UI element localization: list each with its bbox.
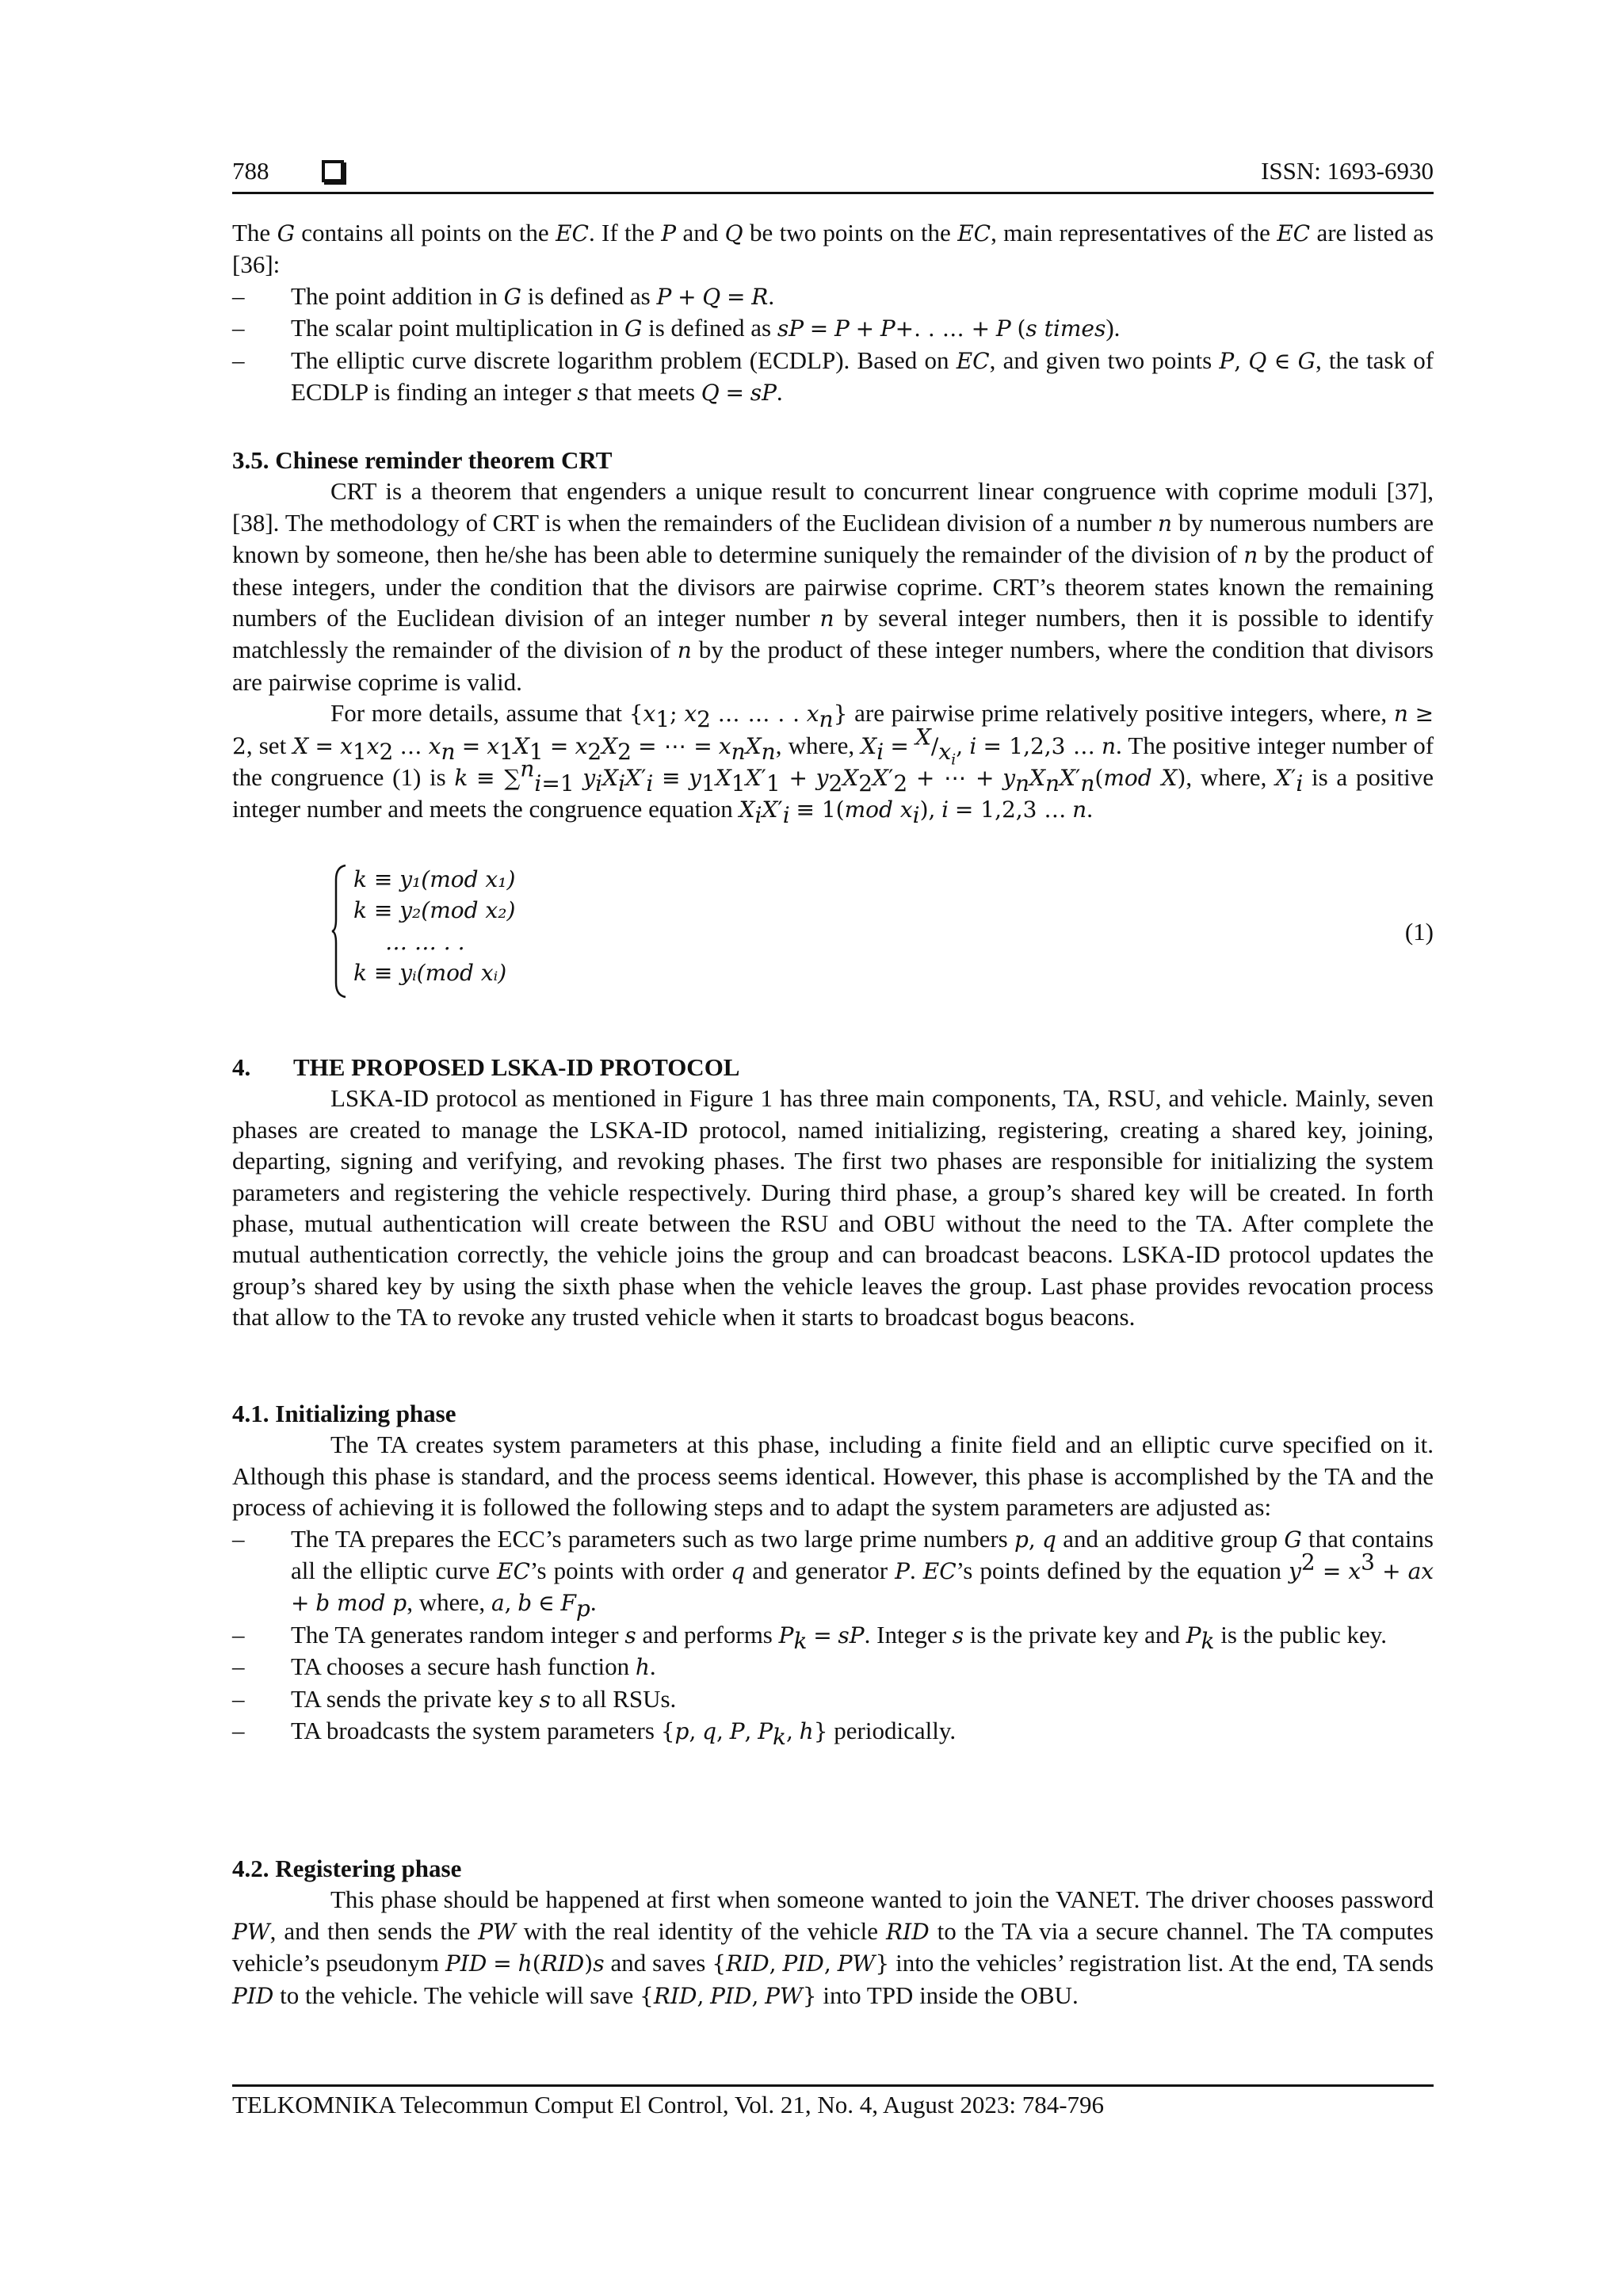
- crt-paragraph-1: CRT is a theorem that engenders a unique result to concurrent linear congruence with coprime moduli [37], [38]. The methodology of CRT is when the remainders of the Euclidean division of a number n by numerous numbers are known by someone, then he/she has been able to determine suniquely the remainder of the division of n by the product of these integers, under the condition that the divisors are pairwise coprime. CRT’s theorem states known the remaining numbers of the Euclidean division of an integer number n by several integer numbers, then it is possible to identify matchlessly the remainder of the division of n by the product of these integer numbers, where the condition that divisors are pairwise coprime is valid.: [232, 477, 1434, 696]
- equation-lines: [353, 864, 515, 989]
- crt-paragraph-2: For more details, assume that {$x_1$; $x_2$ … … . . $x_n$} are pairwise prime relatively positive integers, where, n ≥ 2, set $X = x_1x_2$ … $x_n = x_1X_1 = x_2X_2$ = ⋯ = $x_nX_n$, where, $X_i = ^X/_{x_i}$, i = 1,2,3 … n. The positive integer number of the congruence (1) is k ≡ ∑$^n_{i=1}$ $y_iX_iX'_i \equiv y_1X_1X'_1 + y_2X_2X'_2$ + ⋯ + $y_nX_nX'_n(mod$ X), where, $X'_i$ is a positive integer number and meets the congruence equation $X_iX'_i \equiv 1(mod$ $x_i$), i = 1,2,3 … n.: [232, 699, 1434, 829]
- equation-1: [331, 864, 743, 1007]
- initializing-paragraph: The TA creates system parameters at this phase, including a finite field and an elliptic curve specified on it. Although this phase is standard, and the process seems identical. However, this phase is accomplished by the TA and the process of achieving it is followed the following steps and to adapt the system parameters are adjusted as:: [232, 1431, 1434, 1522]
- list-item: – The TA generates random integer s and performs $P_k$ = sP. Integer s is the private key and $P_k$ is the public key.: [232, 1619, 1434, 1651]
- section-heading: 3.5. Chinese reminder theorem CRT: [232, 446, 613, 474]
- section-4-2: [232, 1853, 1434, 2011]
- left-brace-icon: [331, 864, 347, 999]
- section-3-5: [232, 445, 1434, 829]
- equation-line: k ≡ y₁(mod x₁): [353, 866, 516, 892]
- initializing-steps-list: [232, 1523, 1434, 1751]
- list-item: – The elliptic curve discrete logarithm problem (ECDLP). Based on EC, and given two points P, Q ∈ G, the task of ECDLP is finding an integer s that meets Q = sP.: [232, 345, 1434, 409]
- intro-paragraph: The G contains all points on the EC. If the P and Q be two points on the EC, main representatives of the EC are listed as [36]:: [232, 219, 1434, 279]
- list-item: – The point addition in G is defined as P + Q = R.: [232, 281, 1434, 312]
- equation-number-wrap: [1268, 864, 1434, 946]
- intro-section: [232, 217, 1434, 408]
- list-item: – TA chooses a secure hash function h.: [232, 1651, 1434, 1683]
- issn-label: ISSN: 1693-6930: [1261, 157, 1434, 185]
- equation-line: … … . .: [385, 928, 465, 955]
- list-item: – TA broadcasts the system parameters {p, q, P, $P_k$, h} periodically.: [232, 1715, 1434, 1747]
- header-rule: [232, 192, 1434, 194]
- page-footer: TELKOMNIKA Telecommun Comput El Control, Vol. 21, No. 4, August 2023: 784-796: [232, 2091, 1105, 2118]
- section-4-1: [232, 1398, 1434, 1751]
- list-item: – TA sends the private key s to all RSUs.: [232, 1683, 1434, 1715]
- section-heading: 4.1. Initializing phase: [232, 1400, 456, 1427]
- registering-paragraph: This phase should be happened at first when someone wanted to join the VANET. The driver chooses password PW, and then sends the PW with the real identity of the vehicle RID to the TA via a secure channel. The TA computes vehicle’s pseudonym PID = h(RID)s and saves {RID, PID, PW} into the vehicles’ registration list. At the end, TA sends PID to the vehicle. The vehicle will save {RID, PID, PW} into TPD inside the OBU.: [232, 1885, 1434, 2009]
- section-heading: 4. THE PROPOSED LSKA-ID PROTOCOL: [232, 1053, 740, 1081]
- section-heading: 4.2. Registering phase: [232, 1855, 462, 1882]
- footer-rule: [232, 2084, 1434, 2087]
- equation-line: k ≡ y₂(mod x₂): [353, 897, 516, 924]
- page-header: [232, 157, 1434, 189]
- ecc-operations-list: [232, 281, 1434, 409]
- lska-id-paragraph: LSKA-ID protocol as mentioned in Figure 1 has three main components, TA, RSU, and vehicle. Mainly, seven phases are created to manage the LSKA-ID protocol, named initializing, registering, creating a shared key, joining, departing, signing and verifying, and revoking phases. The first two phases are responsible for initializing the system parameters and registering the vehicle respectively. During third phase, a group’s shared key will be created. In forth phase, mutual authentication will create between the RSU and OBU without the need to the TA. After complete the mutual authentication correctly, the vehicle joins the group and can broadcast beacons. LSKA-ID protocol updates the group’s shared key by using the sixth phase when the vehicle leaves the group. Last phase provides revocation process that allow to the TA to revoke any trusted vehicle when it starts to broadcast bogus beacons.: [232, 1084, 1434, 1331]
- checkbox-square-icon: [322, 160, 344, 182]
- page-number: 788: [232, 157, 269, 185]
- section-4: [232, 1052, 1434, 1333]
- list-item: – The scalar point multiplication in G is defined as sP = P + P+. . … + P (s times).: [232, 312, 1434, 344]
- list-item: – The TA prepares the ECC’s parameters such as two large prime numbers p, q and an additive group G that contains all the elliptic curve EC’s points with order q and generator P. EC’s points defined by the equation $y^2 = x^3$ + ax + b mod p, where, a, b ∈ $F_p$.: [232, 1523, 1434, 1619]
- equation-line: k ≡ yᵢ(mod xᵢ): [353, 960, 507, 987]
- equation-number: (1): [1404, 918, 1434, 946]
